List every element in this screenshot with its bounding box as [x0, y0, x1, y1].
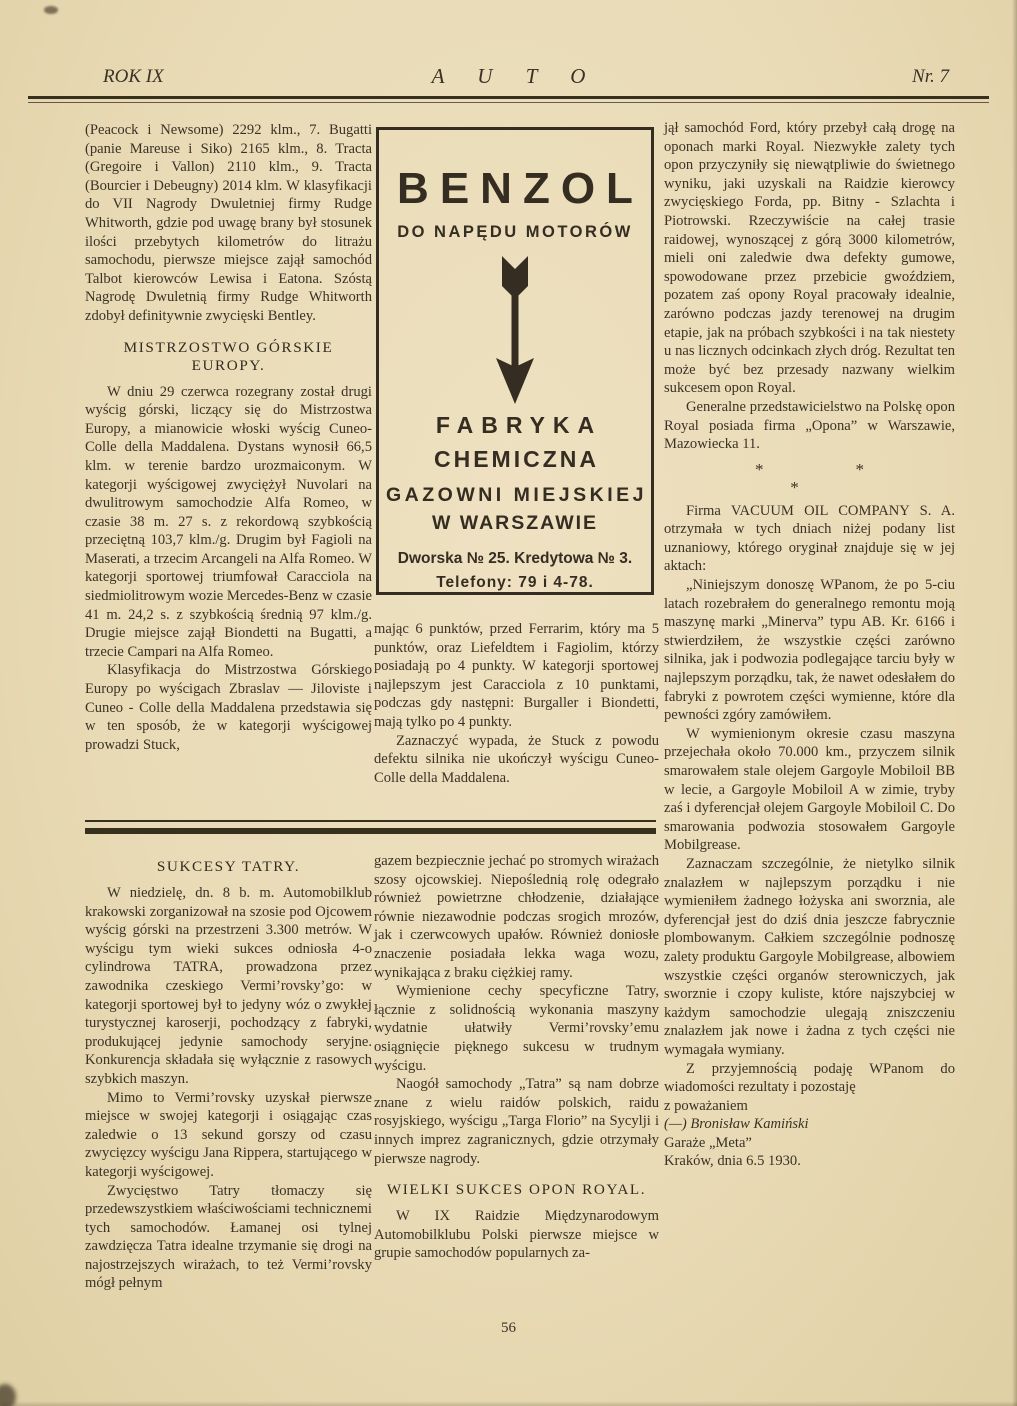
middle-column-top	[374, 620, 659, 787]
down-arrow-icon	[379, 254, 651, 406]
page-number: 56	[501, 1320, 516, 1336]
signature-regards: z poważaniem	[664, 1097, 748, 1114]
article-paragraph: Naogół samochody „Tatra” są nam dobrze znane z wielu raidów polskich, raidu rosyjskiego, wyścigu „Targa Florio” na Sycylji i innych imprez zagranicznych, gdzie otrzymały pierwsze nagrody.	[374, 1076, 659, 1167]
article-paragraph: Generalne przedstawicielstwo na Polskę opon Royal posiada firma „Opona” w Warszawie, Mazowiecka 11.	[664, 398, 955, 453]
signature-name: (—) Bronisław Kamiński	[664, 1116, 809, 1133]
article-paragraph: „Niniejszym donoszę WPanom, że po 5-ciu latach rozebrałem do generalnego remontu moją maszynę marki „Minerva” typu AB. Kr. 6166 i stwierdziłem, że wszystkie części zarówno silnika, jak i podwozia podlegające tarciu były w najlepszym porządku, tak, że nawet odesłałem do fabryki z powrotem części wymienne, które dla pewności zgóry zamówiłem.	[664, 577, 955, 724]
left-column-bottom	[85, 852, 372, 1293]
header-issue: Nr. 7	[912, 66, 949, 87]
ad-line-gazowni: GAZOWNI MIEJSKIEJ	[385, 484, 648, 506]
article-paragraph: W wymienionym okresie czasu maszyna przejechała około 70.000 km., przyczem silnik smarowałem stale olejem Gargoyle Mobiloil BB w lecie, a Gargoyle Mobiloil A w zimie, tryby zaś i dyferencjał olejem Gargoyle Mobiloil C. Do smarowania podwozia stosowałem Gargoyle Mobilgrease.	[664, 725, 955, 854]
right-column	[664, 119, 955, 1171]
section-divider-thin	[85, 820, 656, 822]
middle-column-bottom	[374, 852, 659, 1263]
article-paragraph: jął samochód Ford, który przebył całą drogę na oponach marki Royal. Niezwykłe zalety tych opon przyczyniły się niewątpliwie do świetnego wyniku, jaki uzyskali na Raidzie kierowcy zwycięskiego Forda, pp. Bitny - Szlachta i Piotrowski. Rzeczywiście na całej trasie raidowej, wynoszącej z górą 3000 kilometrów, mieli oni zaledwie dwa defekty gumowe, spowodowane przez przebicie gwoździem, pozatem zaś opony Royal pracowały idealnie, zarówno podczas jazdy terenowej na drugim etapie, jak na próbach szybkości i na tak niestety u nas licznych odcinkach złych dróg. Rezultat ten może być bez przesady nazwany wielkim sukcesem opon Royal.	[664, 120, 955, 397]
signature-place-date: Kraków, dnia 6.5 1930.	[664, 1153, 801, 1170]
header-volume: ROK IX	[103, 66, 164, 87]
article-paragraph: Firma VACUUM OIL COMPANY S. A. otrzymała w tych dniach niżej podany list uznaniowy, którego oryginał znajduje się w jej aktach:	[664, 502, 955, 575]
asterisk-divider	[664, 459, 955, 497]
ad-line-fabryka: FABRYKA	[435, 412, 603, 438]
article-paragraph: W dniu 29 czerwca rozegrany został drugi wyścig górski, liczący się do Mistrzostwa Europy, a mianowicie włoski wyścig Cuneo-Colle della Maddalena. Dystans wynosił 66,5 klm. w terenie bardzo urozmaiconym. W kategorji wyścigowej zwyciężył Nuvolari na dwulitrowym samochodzie Alfa Romeo, w czasie 38 m. 27 s. z rekordową szybkością przeciętną 103,7 klm./g. Drugim był Fagioli na Maserati, a trzecim Arcangeli na Alfa Romeo. W kategorji sportowej triumfował Caracciola na siedmiolitrowym wozie Mercedes-Benz w czasie 41 m. 24,2 s. z szybkością średnią 97 klm./g. Drugie miejsce zajął Biondetti na Bugatti, a trzecie Campari na Alfa Romeo.	[85, 383, 372, 660]
article-paragraph: Z przyjemnością podaję WPanom do wiadomości rezultaty i pozostaję	[664, 1060, 955, 1096]
asterisk: *	[855, 459, 864, 479]
ad-line-warszawa: W WARSZAWIE	[431, 512, 599, 534]
scan-artifact	[44, 6, 58, 14]
ad-title: BENZOL	[397, 164, 644, 213]
ad-address: Dworska № 25. Kredytowa № 3.	[397, 550, 633, 567]
journal-title: A U T O	[431, 64, 600, 88]
article-paragraph: (Peacock i Newsome) 2292 klm., 7. Bugatti (panie Mareuse i Siko) 2165 klm., 8. Tracta (Gregoire i Vallon) 2110 klm., 9. Tracta (Bourcier i Debeugny) 2014 klm. W klasyfikacji do VII Nagrody Dwuletniej firmy Rudge Whitworth, gdzie pod uwagę brany był stosunek ilości przebytych kilometrów do litrażu samochodu, pierwsze miejsce zajął samochód Talbot kierowców Lewisa i Eatona. Szóstą Nagrodę Dwuletnią firmy Rudge Whitworth zdobył definitywnie zwycięski Bentley.	[85, 122, 372, 324]
left-column-top	[85, 121, 372, 754]
article-paragraph: Zaznaczam szczególnie, że nietylko silnik znalazłem w najlepszym porządku i nie wymieniłem żadnego łożyska ani sworznia, ale dyferencjał jest do dziś dnia jeszcze fabrycznie plombowanym. Całkiem szczególnie podnoszę zalety produktu Gargoyle Mobilgrease, albowiem wszystkie części organów sterowniczych, jak sworznie i czopy kuliste, które najszybciej w każdym samochodzie ulegają zniszczeniu znalazłem jak nowe i żadna z tych części nie wymagała wymiany.	[664, 855, 955, 1058]
article-heading-wielki-sukces: WIELKI SUKCES OPON ROYAL.	[386, 1181, 647, 1199]
header-rule-thin	[28, 102, 989, 103]
asterisk: *	[790, 477, 799, 497]
asterisk: *	[755, 459, 764, 479]
article-paragraph: Wymienione cechy specyficzne Tatry, łącznie z solidnością wykonania maszyny wydatnie ułatwiły Vermi’rovsky’emu osiągnięcie pięknego sukcesu w trudnym wyścigu.	[374, 983, 659, 1074]
article-paragraph: Zaznaczyć wypada, że Stuck z powodu defektu silnika nie ukończył wyścigu Cuneo-Colle della Maddalena.	[374, 732, 659, 786]
benzol-advertisement	[376, 127, 654, 595]
article-paragraph: Zwycięstwo Tatry tłomaczy się przedewszystkiem właściwościami technicznemi tych samochodów. Łamanej osi tylnej zawdzięcza Tatra idealne trzymanie się drogi na najostrzejszych wirażach, to też Vermi’rovsky mógł pełnym	[85, 1182, 372, 1292]
article-paragraph: W niedzielę, dn. 8 b. m. Automobilklub krakowski zorganizował na szosie pod Ojcowem wyścig górski na przestrzeni 3.300 metrów. W wyścigu tym wieki sukces odniosła 4-o cylindrowa TATRA, prowadzona przez zawodnika czeskiego Vermi’rovsky’go: w kategorji sportowej był to jedyny wóz o zwykłej turystycznej karoserji, pochodzący z fabryki, produkującej jedynie samochody seryjne. Konkurencja składała się wyłącznie z rasowych szybkich maszyn.	[85, 885, 372, 1087]
article-heading-mistrzostwo: MISTRZOSTWO GÓRSKIE EUROPY.	[123, 338, 334, 374]
ad-phones: Telefony: 79 i 4-78.	[436, 574, 594, 591]
article-paragraph: gazem bezpiecznie jechać po stromych wirażach szosy ojcowskiej. Niepoślednią rolę odegrało również powietrzne chłodzenie, działające równie niezawodnie podczas srogich mrozów, jak i czerwcowych upałów. Również doniosłe znaczenie posiadała lekka waga wozu, wynikająca z braku ciężkiej ramy.	[374, 853, 659, 981]
article-paragraph: mając 6 punktów, przed Ferrarim, który ma 5 punktów, oraz Liefeldtem i Fagiolim, którzy posiadają po 4 punkty. W kategorji sportowej najlepszym jest Caracciola z 10 punktami, podczas gdy następni: Burgaller i Biondetti, mają tylko po 4 punkty.	[374, 621, 659, 730]
ad-line-chemiczna: CHEMICZNA	[434, 446, 599, 472]
signature-company: Garaże „Meta”	[664, 1134, 752, 1151]
section-divider-thick	[85, 828, 656, 834]
article-paragraph: Klasyfikacja do Mistrzostwa Górskiego Europy po wyścigach Zbraslav — Jiloviste i Cuneo - Colle della Maddalena przedstawia się w ten sposób, że w kategorji wyścigowej prowadzi Stuck,	[85, 662, 372, 753]
article-heading-sukcesy-tatry: SUKCESY TATRY.	[156, 858, 301, 875]
ad-subtitle: DO NAPĘDU MOTORÓW	[397, 223, 633, 241]
article-paragraph: W IX Raidzie Międzynarodowym Automobilklubu Polski pierwsze miejsce w grupie samochodów popularnych za-	[374, 1208, 659, 1262]
header-rule-thick	[28, 96, 989, 99]
scan-artifact	[0, 1401, 1017, 1406]
article-paragraph: Mimo to Vermi’rovsky uzyskał pierwsze miejsce w swojej kategorji i osiągając czas zaledwie o 13 sekund gorszy od czasu zwycięzcy wyścigu Jana Rippera, startującego w kategorji wyścigowej.	[85, 1089, 372, 1180]
scan-artifact	[1012, 0, 1017, 1406]
